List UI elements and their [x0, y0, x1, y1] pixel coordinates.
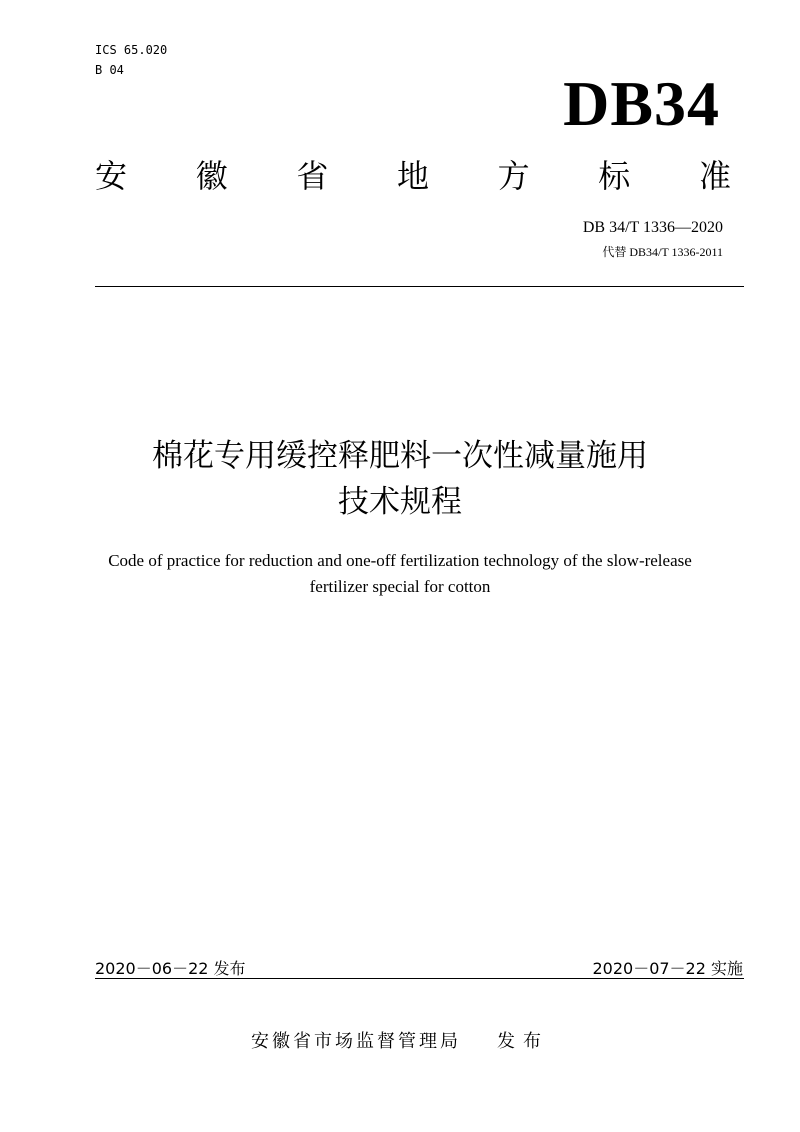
title-chinese-line-2: 技术规程 — [338, 484, 462, 520]
db34-logo: DB34 — [563, 68, 720, 139]
classification-code: B 04 — [95, 63, 124, 77]
standard-type-heading — [95, 156, 731, 196]
issue-date: 2020－06－22 发布 — [95, 959, 246, 978]
publisher-line — [0, 1030, 800, 1054]
replaces-note: 代替 DB34/T 1336-2011 — [602, 245, 723, 259]
standard-type-char: 安 — [95, 157, 128, 195]
title-english-line-2: fertilizer special for cotton — [309, 577, 491, 596]
standard-type-char: 省 — [296, 157, 329, 195]
standard-type-char: 标 — [598, 157, 631, 195]
header-divider — [95, 286, 744, 287]
publish-action: 发布 — [497, 1031, 549, 1052]
ics-code: ICS 65.020 — [95, 43, 168, 57]
standard-type-char: 地 — [396, 157, 429, 195]
standard-type-char: 准 — [698, 157, 731, 195]
standard-type-char: 方 — [497, 157, 530, 195]
standard-number: DB 34/T 1336—2020 — [582, 219, 723, 236]
date-divider — [95, 978, 744, 979]
title-english-line-1: Code of practice for reduction and one-off fertilization technology of the slow-release — [108, 551, 692, 570]
publisher-name: 安徽省市场监督管理局 — [251, 1031, 461, 1052]
standard-type-char: 徽 — [195, 157, 228, 195]
title-chinese-line-1: 棉花专用缓控释肥料一次性减量施用 — [152, 438, 648, 474]
implementation-date: 2020－07－22 实施 — [592, 959, 743, 978]
